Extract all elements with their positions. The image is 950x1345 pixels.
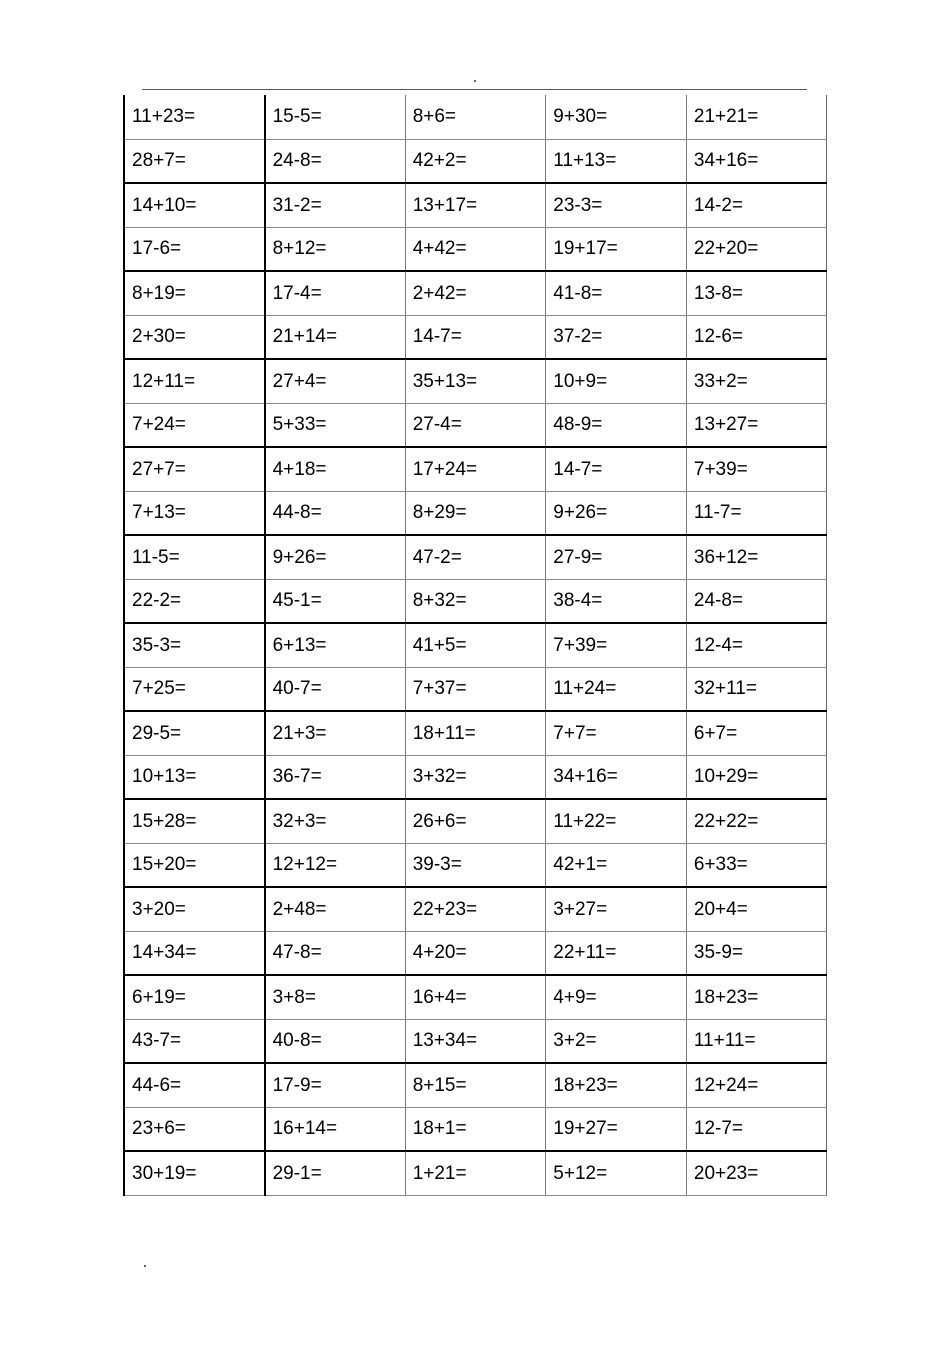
problem-cell: 6+33= — [686, 843, 827, 887]
problem-cell: 18+1= — [405, 1107, 546, 1151]
problem-cell: 4+9= — [546, 975, 687, 1019]
arithmetic-worksheet-table — [123, 95, 827, 1196]
problem-cell: 27-4= — [405, 403, 546, 447]
problem-cell: 11-7= — [686, 491, 827, 535]
problem-row — [124, 95, 827, 139]
problem-cell: 11+11= — [686, 1019, 827, 1063]
problem-cell: 14-7= — [546, 447, 687, 491]
problem-cell: 4+42= — [405, 227, 546, 271]
problem-cell: 13+27= — [686, 403, 827, 447]
problem-row — [124, 843, 827, 887]
problem-cell: 7+25= — [124, 667, 265, 711]
problem-row — [124, 887, 827, 931]
problem-cell: 36+12= — [686, 535, 827, 579]
problem-cell: 4+20= — [405, 931, 546, 975]
problem-cell: 29-5= — [124, 711, 265, 755]
problem-cell: 7+13= — [124, 491, 265, 535]
problem-cell: 11+24= — [546, 667, 687, 711]
problem-cell: 20+4= — [686, 887, 827, 931]
problem-cell: 8+32= — [405, 579, 546, 623]
problem-cell: 3+32= — [405, 755, 546, 799]
problem-cell: 1+21= — [405, 1151, 546, 1195]
problem-cell: 16+14= — [265, 1107, 406, 1151]
problem-cell: 3+2= — [546, 1019, 687, 1063]
problem-cell: 10+29= — [686, 755, 827, 799]
problem-cell: 27-9= — [546, 535, 687, 579]
problem-cell: 29-1= — [265, 1151, 406, 1195]
problem-row — [124, 1107, 827, 1151]
problem-cell: 39-3= — [405, 843, 546, 887]
problem-cell: 40-8= — [265, 1019, 406, 1063]
problem-cell: 31-2= — [265, 183, 406, 227]
problem-cell: 22+23= — [405, 887, 546, 931]
problem-cell: 34+16= — [686, 139, 827, 183]
problem-cell: 7+24= — [124, 403, 265, 447]
problem-cell: 4+18= — [265, 447, 406, 491]
problem-cell: 3+8= — [265, 975, 406, 1019]
problem-cell: 13+34= — [405, 1019, 546, 1063]
problem-row — [124, 227, 827, 271]
problem-cell: 35-9= — [686, 931, 827, 975]
problem-cell: 17-6= — [124, 227, 265, 271]
problem-cell: 14-7= — [405, 315, 546, 359]
problem-cell: 15+28= — [124, 799, 265, 843]
problem-cell: 17-9= — [265, 1063, 406, 1107]
problem-row — [124, 1063, 827, 1107]
problem-cell: 42+1= — [546, 843, 687, 887]
problem-cell: 48-9= — [546, 403, 687, 447]
problem-cell: 37-2= — [546, 315, 687, 359]
problem-cell: 20+23= — [686, 1151, 827, 1195]
problem-cell: 42+2= — [405, 139, 546, 183]
problem-cell: 45-1= — [265, 579, 406, 623]
problem-cell: 32+11= — [686, 667, 827, 711]
problem-cell: 23-3= — [546, 183, 687, 227]
problem-row — [124, 491, 827, 535]
problem-cell: 14+34= — [124, 931, 265, 975]
problem-row — [124, 1019, 827, 1063]
problem-cell: 12-4= — [686, 623, 827, 667]
problem-row — [124, 535, 827, 579]
problem-cell: 19+17= — [546, 227, 687, 271]
problem-row — [124, 975, 827, 1019]
problem-row — [124, 1151, 827, 1195]
problem-cell: 24-8= — [265, 139, 406, 183]
problem-cell: 38-4= — [546, 579, 687, 623]
problem-cell: 40-7= — [265, 667, 406, 711]
problem-row — [124, 403, 827, 447]
problem-cell: 21+14= — [265, 315, 406, 359]
problem-cell: 11+13= — [546, 139, 687, 183]
problem-cell: 7+37= — [405, 667, 546, 711]
problem-cell: 47-8= — [265, 931, 406, 975]
problem-cell: 5+12= — [546, 1151, 687, 1195]
problem-cell: 8+29= — [405, 491, 546, 535]
problem-cell: 34+16= — [546, 755, 687, 799]
problem-cell: 32+3= — [265, 799, 406, 843]
problem-cell: 6+13= — [265, 623, 406, 667]
problem-cell: 2+48= — [265, 887, 406, 931]
problem-cell: 33+2= — [686, 359, 827, 403]
problem-row — [124, 667, 827, 711]
problem-cell: 12+24= — [686, 1063, 827, 1107]
problem-cell: 21+21= — [686, 95, 827, 139]
worksheet-body — [124, 95, 827, 1195]
problem-cell: 27+4= — [265, 359, 406, 403]
problem-cell: 13-8= — [686, 271, 827, 315]
problem-row — [124, 579, 827, 623]
problem-cell: 7+7= — [546, 711, 687, 755]
problem-cell: 14+10= — [124, 183, 265, 227]
problem-cell: 12-6= — [686, 315, 827, 359]
problem-row — [124, 271, 827, 315]
problem-cell: 2+42= — [405, 271, 546, 315]
problem-cell: 3+20= — [124, 887, 265, 931]
problem-cell: 8+12= — [265, 227, 406, 271]
problem-cell: 44-6= — [124, 1063, 265, 1107]
problem-cell: 12-7= — [686, 1107, 827, 1151]
problem-cell: 22+20= — [686, 227, 827, 271]
problem-cell: 17-4= — [265, 271, 406, 315]
problem-cell: 27+7= — [124, 447, 265, 491]
problem-cell: 18+23= — [546, 1063, 687, 1107]
problem-cell: 8+19= — [124, 271, 265, 315]
problem-cell: 9+26= — [546, 491, 687, 535]
problem-row — [124, 931, 827, 975]
problem-cell: 22+11= — [546, 931, 687, 975]
problem-cell: 7+39= — [546, 623, 687, 667]
problem-cell: 41-8= — [546, 271, 687, 315]
footer-dot — [144, 1265, 146, 1267]
problem-cell: 23+6= — [124, 1107, 265, 1151]
problem-cell: 14-2= — [686, 183, 827, 227]
problem-cell: 43-7= — [124, 1019, 265, 1063]
problem-cell: 10+13= — [124, 755, 265, 799]
problem-cell: 44-8= — [265, 491, 406, 535]
problem-cell: 8+6= — [405, 95, 546, 139]
problem-cell: 8+15= — [405, 1063, 546, 1107]
problem-cell: 3+27= — [546, 887, 687, 931]
problem-cell: 30+19= — [124, 1151, 265, 1195]
problem-cell: 9+26= — [265, 535, 406, 579]
problem-row — [124, 139, 827, 183]
problem-cell: 22+22= — [686, 799, 827, 843]
header-rule — [142, 89, 807, 90]
problem-cell: 18+23= — [686, 975, 827, 1019]
problem-cell: 26+6= — [405, 799, 546, 843]
problem-cell: 28+7= — [124, 139, 265, 183]
problem-cell: 18+11= — [405, 711, 546, 755]
problem-cell: 15+20= — [124, 843, 265, 887]
problem-row — [124, 183, 827, 227]
problem-cell: 16+4= — [405, 975, 546, 1019]
problem-cell: 15-5= — [265, 95, 406, 139]
problem-cell: 13+17= — [405, 183, 546, 227]
problem-cell: 9+30= — [546, 95, 687, 139]
problem-cell: 24-8= — [686, 579, 827, 623]
problem-cell: 11+22= — [546, 799, 687, 843]
problem-row — [124, 315, 827, 359]
problem-cell: 12+11= — [124, 359, 265, 403]
problem-cell: 6+19= — [124, 975, 265, 1019]
problem-row — [124, 755, 827, 799]
problem-cell: 41+5= — [405, 623, 546, 667]
problem-cell: 7+39= — [686, 447, 827, 491]
problem-row — [124, 359, 827, 403]
problem-cell: 5+33= — [265, 403, 406, 447]
problem-cell: 35-3= — [124, 623, 265, 667]
problem-cell: 11+23= — [124, 95, 265, 139]
problem-row — [124, 711, 827, 755]
problem-row — [124, 623, 827, 667]
problem-cell: 11-5= — [124, 535, 265, 579]
problem-row — [124, 447, 827, 491]
problem-cell: 17+24= — [405, 447, 546, 491]
problem-cell: 2+30= — [124, 315, 265, 359]
header-dot — [474, 80, 476, 82]
problem-cell: 19+27= — [546, 1107, 687, 1151]
problem-cell: 10+9= — [546, 359, 687, 403]
problem-cell: 35+13= — [405, 359, 546, 403]
problem-cell: 47-2= — [405, 535, 546, 579]
problem-cell: 22-2= — [124, 579, 265, 623]
problem-cell: 36-7= — [265, 755, 406, 799]
problem-cell: 6+7= — [686, 711, 827, 755]
problem-cell: 12+12= — [265, 843, 406, 887]
problem-row — [124, 799, 827, 843]
problem-cell: 21+3= — [265, 711, 406, 755]
